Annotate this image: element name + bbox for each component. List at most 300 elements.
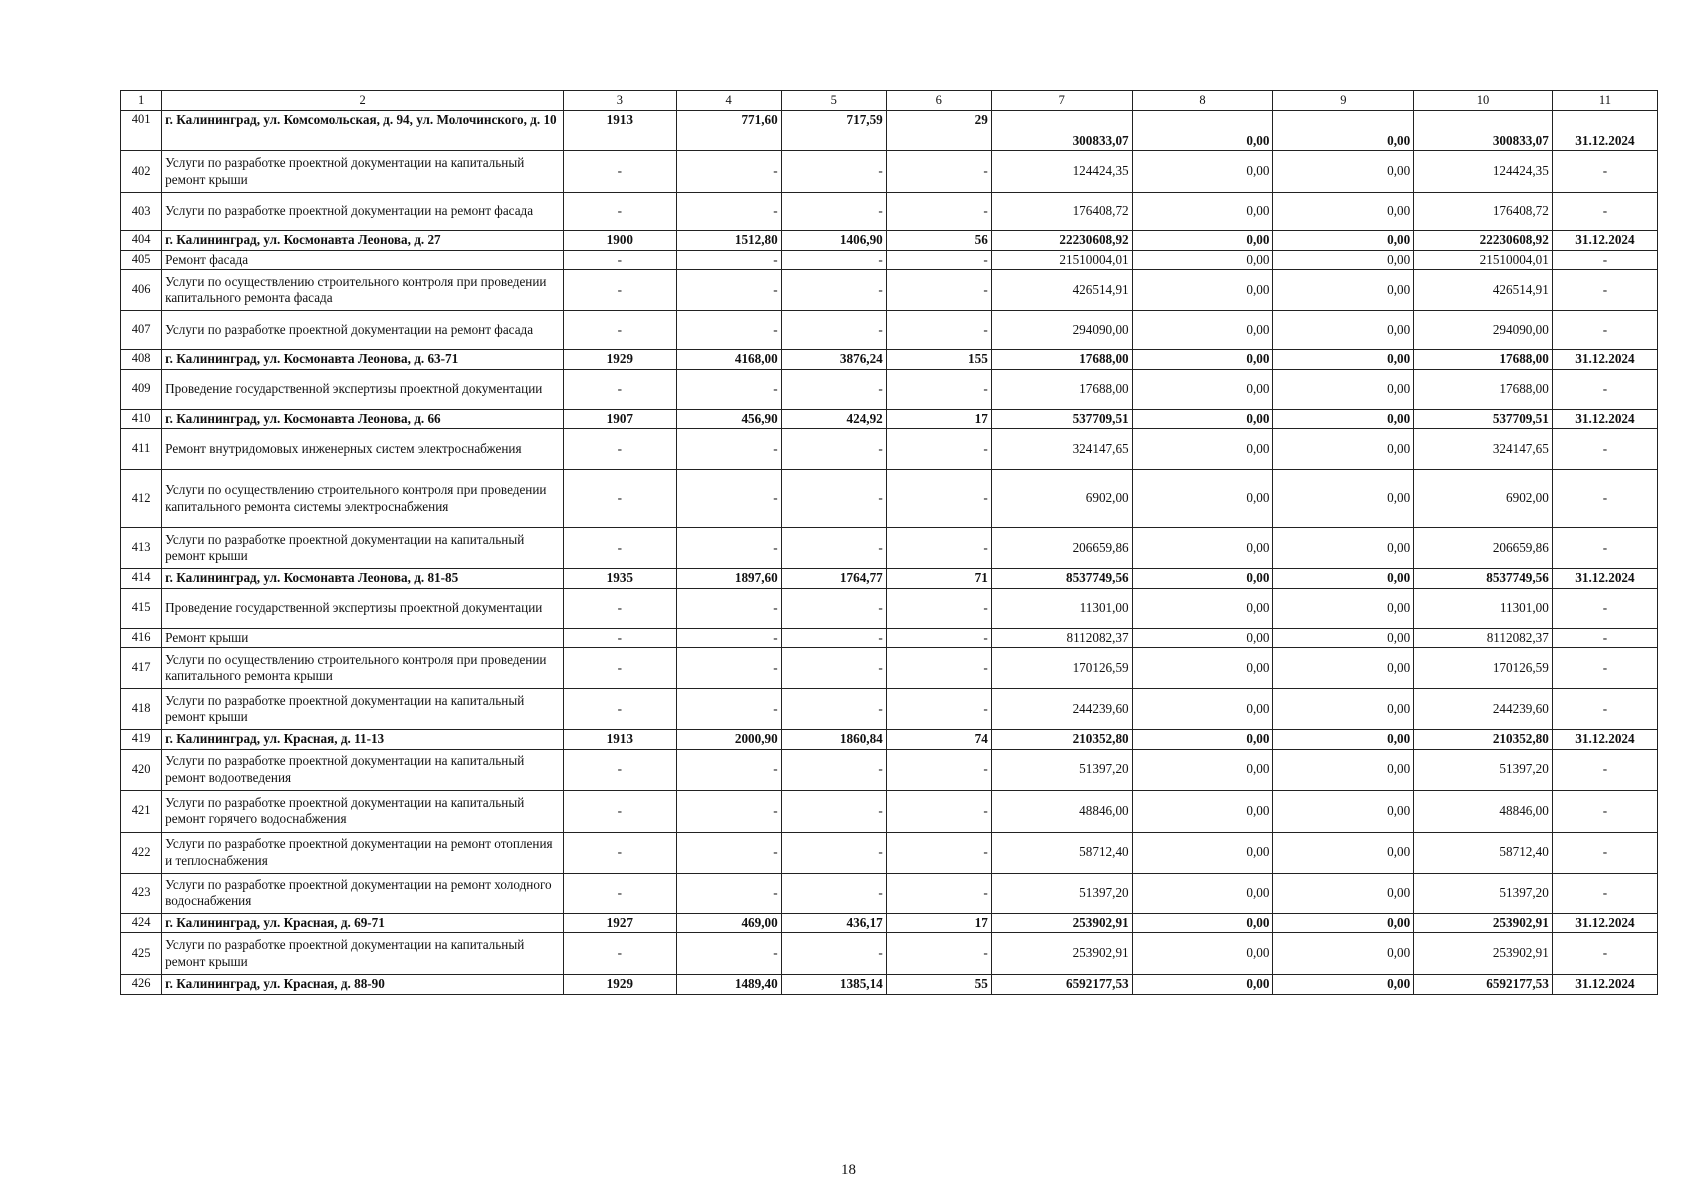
living-area-cell: 424,92	[781, 409, 886, 429]
house-row	[121, 913, 1658, 933]
deadline-cell: 31.12.2024	[1552, 730, 1657, 750]
name-cell: Услуги по разработке проектной документации на ремонт отопления и теплоснабжения	[162, 832, 564, 873]
header-cell-1: 1	[121, 91, 162, 111]
column-number-header-row	[121, 91, 1658, 111]
living-area-cell: -	[781, 628, 886, 648]
name-cell: Ремонт крыши	[162, 628, 564, 648]
deadline-cell: -	[1552, 470, 1657, 528]
living-area-cell: -	[781, 528, 886, 569]
col10-cell: 206659,86	[1414, 528, 1553, 569]
total-cost-cell: 51397,20	[991, 873, 1132, 913]
col8-cell: 0,00	[1132, 111, 1273, 151]
deadline-cell: -	[1552, 528, 1657, 569]
work-row	[121, 270, 1658, 311]
row-number-cell: 404	[121, 231, 162, 251]
col9-cell: 0,00	[1273, 369, 1414, 409]
col8-cell: 0,00	[1132, 409, 1273, 429]
row-number-cell: 426	[121, 975, 162, 995]
col8-cell: 0,00	[1132, 749, 1273, 790]
col9-cell: 0,00	[1273, 790, 1414, 832]
row-number-cell: 411	[121, 429, 162, 470]
year-cell: -	[564, 429, 677, 470]
name-cell: г. Калининград, ул. Красная, д. 69-71	[162, 913, 564, 933]
total-area-cell: -	[676, 311, 781, 350]
name-cell: Ремонт фасада	[162, 250, 564, 270]
col9-cell: 0,00	[1273, 409, 1414, 429]
year-cell: -	[564, 873, 677, 913]
deadline-cell: 31.12.2024	[1552, 111, 1657, 151]
house-row	[121, 350, 1658, 370]
work-row	[121, 151, 1658, 193]
name-cell: Проведение государственной экспертизы проектной документации	[162, 369, 564, 409]
row-number-cell: 410	[121, 409, 162, 429]
total-area-cell: 1489,40	[676, 975, 781, 995]
residents-cell: -	[886, 628, 991, 648]
col10-cell: 253902,91	[1414, 933, 1553, 975]
col10-cell: 253902,91	[1414, 913, 1553, 933]
total-cost-cell: 294090,00	[991, 311, 1132, 350]
year-cell: -	[564, 470, 677, 528]
work-row	[121, 193, 1658, 231]
col8-cell: 0,00	[1132, 470, 1273, 528]
col8-cell: 0,00	[1132, 689, 1273, 730]
work-row	[121, 689, 1658, 730]
deadline-cell: 31.12.2024	[1552, 350, 1657, 370]
year-cell: -	[564, 270, 677, 311]
total-cost-cell: 176408,72	[991, 193, 1132, 231]
name-cell: Услуги по разработке проектной документации на капитальный ремонт крыши	[162, 689, 564, 730]
residents-cell: 71	[886, 569, 991, 589]
col10-cell: 17688,00	[1414, 350, 1553, 370]
living-area-cell: -	[781, 933, 886, 975]
row-number-cell: 409	[121, 369, 162, 409]
col9-cell: 0,00	[1273, 749, 1414, 790]
col8-cell: 0,00	[1132, 311, 1273, 350]
total-cost-cell: 537709,51	[991, 409, 1132, 429]
year-cell: -	[564, 528, 677, 569]
residents-cell: 56	[886, 231, 991, 251]
residents-cell: -	[886, 790, 991, 832]
living-area-cell: -	[781, 470, 886, 528]
deadline-cell: -	[1552, 749, 1657, 790]
col9-cell: 0,00	[1273, 470, 1414, 528]
col9-cell: 0,00	[1273, 873, 1414, 913]
year-cell: -	[564, 648, 677, 689]
total-cost-cell: 17688,00	[991, 350, 1132, 370]
year-cell: -	[564, 588, 677, 628]
name-cell: г. Калининград, ул. Красная, д. 11-13	[162, 730, 564, 750]
year-cell: 1929	[564, 975, 677, 995]
house-row	[121, 730, 1658, 750]
year-cell: -	[564, 790, 677, 832]
header-cell-3: 3	[564, 91, 677, 111]
col8-cell: 0,00	[1132, 832, 1273, 873]
col10-cell: 8112082,37	[1414, 628, 1553, 648]
col9-cell: 0,00	[1273, 975, 1414, 995]
col8-cell: 0,00	[1132, 350, 1273, 370]
house-row	[121, 111, 1658, 151]
total-area-cell: -	[676, 628, 781, 648]
residents-cell: -	[886, 648, 991, 689]
work-row	[121, 873, 1658, 913]
col10-cell: 17688,00	[1414, 369, 1553, 409]
col8-cell: 0,00	[1132, 231, 1273, 251]
deadline-cell: -	[1552, 311, 1657, 350]
row-number-cell: 416	[121, 628, 162, 648]
living-area-cell: 1764,77	[781, 569, 886, 589]
name-cell: Услуги по разработке проектной документации на капитальный ремонт водоотведения	[162, 749, 564, 790]
residents-cell: -	[886, 873, 991, 913]
deadline-cell: -	[1552, 369, 1657, 409]
deadline-cell: -	[1552, 628, 1657, 648]
total-area-cell: -	[676, 832, 781, 873]
row-number-cell: 422	[121, 832, 162, 873]
col8-cell: 0,00	[1132, 270, 1273, 311]
residents-cell: -	[886, 270, 991, 311]
living-area-cell: -	[781, 311, 886, 350]
row-number-cell: 412	[121, 470, 162, 528]
total-area-cell: 469,00	[676, 913, 781, 933]
deadline-cell: -	[1552, 250, 1657, 270]
col9-cell: 0,00	[1273, 832, 1414, 873]
deadline-cell: -	[1552, 648, 1657, 689]
total-cost-cell: 8537749,56	[991, 569, 1132, 589]
living-area-cell: -	[781, 689, 886, 730]
row-number-cell: 415	[121, 588, 162, 628]
col9-cell: 0,00	[1273, 429, 1414, 470]
col9-cell: 0,00	[1273, 648, 1414, 689]
work-row	[121, 369, 1658, 409]
row-number-cell: 402	[121, 151, 162, 193]
residents-cell: -	[886, 528, 991, 569]
name-cell: Услуги по осуществлению строительного контроля при проведении капитального ремонта системы электроснабжения	[162, 470, 564, 528]
year-cell: -	[564, 689, 677, 730]
repair-program-table	[120, 90, 1658, 995]
residents-cell: -	[886, 749, 991, 790]
total-area-cell: 4168,00	[676, 350, 781, 370]
col8-cell: 0,00	[1132, 730, 1273, 750]
total-cost-cell: 210352,80	[991, 730, 1132, 750]
residents-cell: 29	[886, 111, 991, 151]
col8-cell: 0,00	[1132, 588, 1273, 628]
total-cost-cell: 22230608,92	[991, 231, 1132, 251]
deadline-cell: -	[1552, 790, 1657, 832]
col9-cell: 0,00	[1273, 151, 1414, 193]
name-cell: Услуги по осуществлению строительного контроля при проведении капитального ремонта фасада	[162, 270, 564, 311]
total-cost-cell: 11301,00	[991, 588, 1132, 628]
name-cell: г. Калининград, ул. Космонавта Леонова, д. 63-71	[162, 350, 564, 370]
row-number-cell: 418	[121, 689, 162, 730]
year-cell: -	[564, 628, 677, 648]
deadline-cell: -	[1552, 588, 1657, 628]
table-body	[121, 91, 1658, 995]
total-cost-cell: 253902,91	[991, 933, 1132, 975]
year-cell: -	[564, 749, 677, 790]
header-cell-9: 9	[1273, 91, 1414, 111]
total-cost-cell: 324147,65	[991, 429, 1132, 470]
header-cell-2: 2	[162, 91, 564, 111]
deadline-cell: 31.12.2024	[1552, 975, 1657, 995]
year-cell: 1907	[564, 409, 677, 429]
residents-cell: -	[886, 429, 991, 470]
total-cost-cell: 253902,91	[991, 913, 1132, 933]
total-cost-cell: 48846,00	[991, 790, 1132, 832]
living-area-cell: 717,59	[781, 111, 886, 151]
work-row	[121, 832, 1658, 873]
deadline-cell: -	[1552, 151, 1657, 193]
col9-cell: 0,00	[1273, 569, 1414, 589]
col10-cell: 300833,07	[1414, 111, 1553, 151]
col8-cell: 0,00	[1132, 528, 1273, 569]
total-area-cell: -	[676, 933, 781, 975]
col9-cell: 0,00	[1273, 250, 1414, 270]
col10-cell: 170126,59	[1414, 648, 1553, 689]
col10-cell: 58712,40	[1414, 832, 1553, 873]
header-cell-7: 7	[991, 91, 1132, 111]
col8-cell: 0,00	[1132, 913, 1273, 933]
residents-cell: 155	[886, 350, 991, 370]
total-cost-cell: 58712,40	[991, 832, 1132, 873]
name-cell: Проведение государственной экспертизы проектной документации	[162, 588, 564, 628]
name-cell: г. Калининград, ул. Космонавта Леонова, д. 81-85	[162, 569, 564, 589]
total-area-cell: -	[676, 689, 781, 730]
row-number-cell: 420	[121, 749, 162, 790]
row-number-cell: 424	[121, 913, 162, 933]
living-area-cell: 1385,14	[781, 975, 886, 995]
col9-cell: 0,00	[1273, 193, 1414, 231]
col10-cell: 8537749,56	[1414, 569, 1553, 589]
residents-cell: -	[886, 832, 991, 873]
name-cell: Услуги по разработке проектной документации на капитальный ремонт горячего водоснабжения	[162, 790, 564, 832]
total-area-cell: 1897,60	[676, 569, 781, 589]
name-cell: г. Калининград, ул. Красная, д. 88-90	[162, 975, 564, 995]
name-cell: Услуги по разработке проектной документации на капитальный ремонт крыши	[162, 151, 564, 193]
row-number-cell: 407	[121, 311, 162, 350]
name-cell: г. Калининград, ул. Космонавта Леонова, д. 66	[162, 409, 564, 429]
name-cell: Услуги по разработке проектной документации на ремонт фасада	[162, 311, 564, 350]
col9-cell: 0,00	[1273, 588, 1414, 628]
col10-cell: 124424,35	[1414, 151, 1553, 193]
col8-cell: 0,00	[1132, 873, 1273, 913]
residents-cell: -	[886, 933, 991, 975]
year-cell: -	[564, 933, 677, 975]
work-row	[121, 429, 1658, 470]
row-number-cell: 419	[121, 730, 162, 750]
living-area-cell: -	[781, 790, 886, 832]
residents-cell: -	[886, 193, 991, 231]
residents-cell: -	[886, 151, 991, 193]
col10-cell: 6902,00	[1414, 470, 1553, 528]
col9-cell: 0,00	[1273, 528, 1414, 569]
total-area-cell: -	[676, 648, 781, 689]
header-cell-4: 4	[676, 91, 781, 111]
total-cost-cell: 6592177,53	[991, 975, 1132, 995]
row-number-cell: 408	[121, 350, 162, 370]
work-row	[121, 311, 1658, 350]
row-number-cell: 413	[121, 528, 162, 569]
year-cell: 1935	[564, 569, 677, 589]
deadline-cell: -	[1552, 832, 1657, 873]
deadline-cell: -	[1552, 689, 1657, 730]
name-cell: Ремонт внутридомовых инженерных систем электроснабжения	[162, 429, 564, 470]
house-row	[121, 231, 1658, 251]
col9-cell: 0,00	[1273, 270, 1414, 311]
row-number-cell: 414	[121, 569, 162, 589]
residents-cell: -	[886, 250, 991, 270]
header-cell-5: 5	[781, 91, 886, 111]
total-cost-cell: 300833,07	[991, 111, 1132, 151]
total-cost-cell: 206659,86	[991, 528, 1132, 569]
col8-cell: 0,00	[1132, 648, 1273, 689]
col9-cell: 0,00	[1273, 913, 1414, 933]
living-area-cell: -	[781, 369, 886, 409]
total-cost-cell: 17688,00	[991, 369, 1132, 409]
col10-cell: 324147,65	[1414, 429, 1553, 470]
total-cost-cell: 51397,20	[991, 749, 1132, 790]
living-area-cell: 1860,84	[781, 730, 886, 750]
total-area-cell: -	[676, 250, 781, 270]
work-row	[121, 528, 1658, 569]
deadline-cell: 31.12.2024	[1552, 231, 1657, 251]
row-number-cell: 401	[121, 111, 162, 151]
work-row	[121, 470, 1658, 528]
col10-cell: 426514,91	[1414, 270, 1553, 311]
work-row	[121, 250, 1658, 270]
name-cell: г. Калининград, ул. Комсомольская, д. 94, ул. Молочинского, д. 10	[162, 111, 564, 151]
col8-cell: 0,00	[1132, 975, 1273, 995]
col10-cell: 210352,80	[1414, 730, 1553, 750]
total-area-cell: -	[676, 790, 781, 832]
col10-cell: 51397,20	[1414, 749, 1553, 790]
living-area-cell: 436,17	[781, 913, 886, 933]
year-cell: -	[564, 832, 677, 873]
col10-cell: 48846,00	[1414, 790, 1553, 832]
col9-cell: 0,00	[1273, 350, 1414, 370]
name-cell: Услуги по разработке проектной документации на капитальный ремонт крыши	[162, 528, 564, 569]
living-area-cell: 1406,90	[781, 231, 886, 251]
work-row	[121, 588, 1658, 628]
year-cell: 1913	[564, 111, 677, 151]
residents-cell: 17	[886, 409, 991, 429]
total-area-cell: -	[676, 193, 781, 231]
col8-cell: 0,00	[1132, 193, 1273, 231]
col8-cell: 0,00	[1132, 933, 1273, 975]
deadline-cell: -	[1552, 193, 1657, 231]
year-cell: -	[564, 151, 677, 193]
col8-cell: 0,00	[1132, 569, 1273, 589]
work-row	[121, 749, 1658, 790]
name-cell: Услуги по разработке проектной документации на ремонт фасада	[162, 193, 564, 231]
residents-cell: -	[886, 689, 991, 730]
col8-cell: 0,00	[1132, 250, 1273, 270]
total-area-cell: 456,90	[676, 409, 781, 429]
header-cell-10: 10	[1414, 91, 1553, 111]
total-area-cell: 2000,90	[676, 730, 781, 750]
deadline-cell: -	[1552, 429, 1657, 470]
col8-cell: 0,00	[1132, 790, 1273, 832]
year-cell: 1900	[564, 231, 677, 251]
name-cell: Услуги по разработке проектной документации на ремонт холодного водоснабжения	[162, 873, 564, 913]
header-cell-11: 11	[1552, 91, 1657, 111]
col10-cell: 294090,00	[1414, 311, 1553, 350]
living-area-cell: -	[781, 873, 886, 913]
total-area-cell: -	[676, 429, 781, 470]
living-area-cell: -	[781, 151, 886, 193]
living-area-cell: -	[781, 250, 886, 270]
total-area-cell: -	[676, 588, 781, 628]
work-row	[121, 790, 1658, 832]
row-number-cell: 423	[121, 873, 162, 913]
repair-program-table-page	[120, 90, 1658, 995]
total-cost-cell: 124424,35	[991, 151, 1132, 193]
house-row	[121, 975, 1658, 995]
year-cell: -	[564, 250, 677, 270]
row-number-cell: 403	[121, 193, 162, 231]
total-area-cell: 771,60	[676, 111, 781, 151]
row-number-cell: 421	[121, 790, 162, 832]
col9-cell: 0,00	[1273, 933, 1414, 975]
row-number-cell: 417	[121, 648, 162, 689]
header-cell-8: 8	[1132, 91, 1273, 111]
row-number-cell: 406	[121, 270, 162, 311]
col8-cell: 0,00	[1132, 369, 1273, 409]
total-cost-cell: 244239,60	[991, 689, 1132, 730]
col10-cell: 51397,20	[1414, 873, 1553, 913]
total-cost-cell: 6902,00	[991, 470, 1132, 528]
total-area-cell: -	[676, 270, 781, 311]
living-area-cell: -	[781, 270, 886, 311]
col10-cell: 6592177,53	[1414, 975, 1553, 995]
col9-cell: 0,00	[1273, 231, 1414, 251]
residents-cell: -	[886, 369, 991, 409]
col10-cell: 244239,60	[1414, 689, 1553, 730]
header-cell-6: 6	[886, 91, 991, 111]
col10-cell: 22230608,92	[1414, 231, 1553, 251]
work-row	[121, 648, 1658, 689]
col9-cell: 0,00	[1273, 730, 1414, 750]
residents-cell: 74	[886, 730, 991, 750]
col9-cell: 0,00	[1273, 111, 1414, 151]
deadline-cell: 31.12.2024	[1552, 409, 1657, 429]
living-area-cell: -	[781, 429, 886, 470]
total-area-cell: -	[676, 470, 781, 528]
living-area-cell: -	[781, 832, 886, 873]
residents-cell: -	[886, 470, 991, 528]
year-cell: -	[564, 193, 677, 231]
work-row	[121, 628, 1658, 648]
deadline-cell: -	[1552, 873, 1657, 913]
row-number-cell: 425	[121, 933, 162, 975]
total-cost-cell: 21510004,01	[991, 250, 1132, 270]
col8-cell: 0,00	[1132, 151, 1273, 193]
living-area-cell: 3876,24	[781, 350, 886, 370]
name-cell: г. Калининград, ул. Космонавта Леонова, д. 27	[162, 231, 564, 251]
name-cell: Услуги по осуществлению строительного контроля при проведении капитального ремонта крыши	[162, 648, 564, 689]
total-area-cell: -	[676, 528, 781, 569]
total-area-cell: -	[676, 151, 781, 193]
name-cell: Услуги по разработке проектной документации на капитальный ремонт крыши	[162, 933, 564, 975]
col10-cell: 176408,72	[1414, 193, 1553, 231]
work-row	[121, 933, 1658, 975]
col9-cell: 0,00	[1273, 311, 1414, 350]
row-number-cell: 405	[121, 250, 162, 270]
year-cell: -	[564, 311, 677, 350]
house-row	[121, 409, 1658, 429]
residents-cell: -	[886, 311, 991, 350]
deadline-cell: 31.12.2024	[1552, 569, 1657, 589]
deadline-cell: -	[1552, 270, 1657, 311]
total-cost-cell: 170126,59	[991, 648, 1132, 689]
